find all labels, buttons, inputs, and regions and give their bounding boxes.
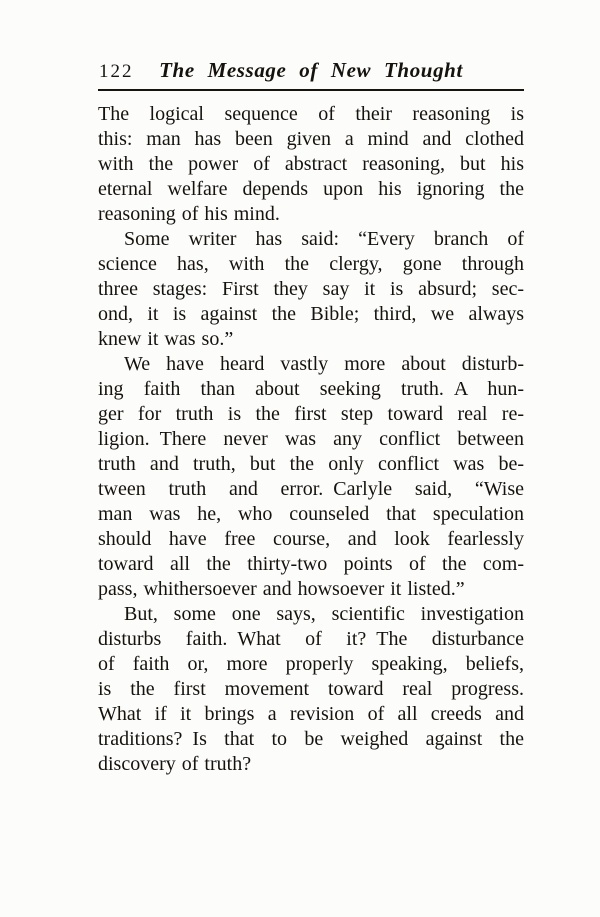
text-line: ond, it is against the Bible; third, we always	[98, 303, 524, 325]
page-body	[98, 102, 524, 777]
text-line: reasoning of his mind.	[98, 203, 280, 225]
page-number: 122	[99, 61, 134, 82]
text-line: is the first movement toward real progress.	[98, 678, 524, 700]
paragraph	[98, 227, 524, 352]
text-line: We have heard vastly more about disturb-	[124, 353, 524, 375]
text-line: man was he, who counseled that speculation	[98, 503, 524, 525]
text-line: What if it brings a revision of all creeds and	[98, 703, 524, 725]
text-line: toward all the thirty-two points of the com-	[98, 553, 524, 575]
text-line: three stages: First they say it is absurd; sec-	[98, 278, 524, 300]
text-line: eternal welfare depends upon his ignoring the	[98, 178, 524, 200]
paragraph	[98, 352, 524, 602]
text-line: this: man has been given a mind and clothed	[98, 128, 524, 150]
text-line: pass, whithersoever and howsoever it listed.”	[98, 578, 465, 600]
paragraph	[98, 602, 524, 777]
text-line: science has, with the clergy, gone through	[98, 253, 524, 275]
text-line: ligion. There never was any conflict between	[98, 428, 524, 450]
page-header	[98, 57, 524, 86]
header-rule	[98, 89, 524, 91]
text-line: ger for truth is the first step toward real re-	[98, 403, 524, 425]
text-line: knew it was so.”	[98, 328, 234, 350]
text-line: ing faith than about seeking truth. A hun-	[98, 378, 524, 400]
text-line: truth and truth, but the only conflict was be-	[98, 453, 524, 475]
text-line: should have free course, and look fearlessly	[98, 528, 524, 550]
text-line: traditions? Is that to be weighed against the	[98, 728, 524, 750]
text-line: discovery of truth?	[98, 753, 252, 775]
text-line: disturbs faith. What of it? The disturbance	[98, 628, 524, 650]
paragraph	[98, 102, 524, 227]
text-line: Some writer has said: “Every branch of	[124, 228, 524, 250]
page-content	[98, 57, 524, 777]
text-line: of faith or, more properly speaking, beliefs,	[98, 653, 524, 675]
text-line: But, some one says, scientific investigation	[124, 603, 524, 625]
running-title: The Message of New Thought	[159, 58, 463, 82]
text-line: tween truth and error. Carlyle said, “Wise	[98, 478, 524, 500]
text-line: with the power of abstract reasoning, but his	[98, 153, 524, 175]
text-line: The logical sequence of their reasoning is	[98, 103, 524, 125]
